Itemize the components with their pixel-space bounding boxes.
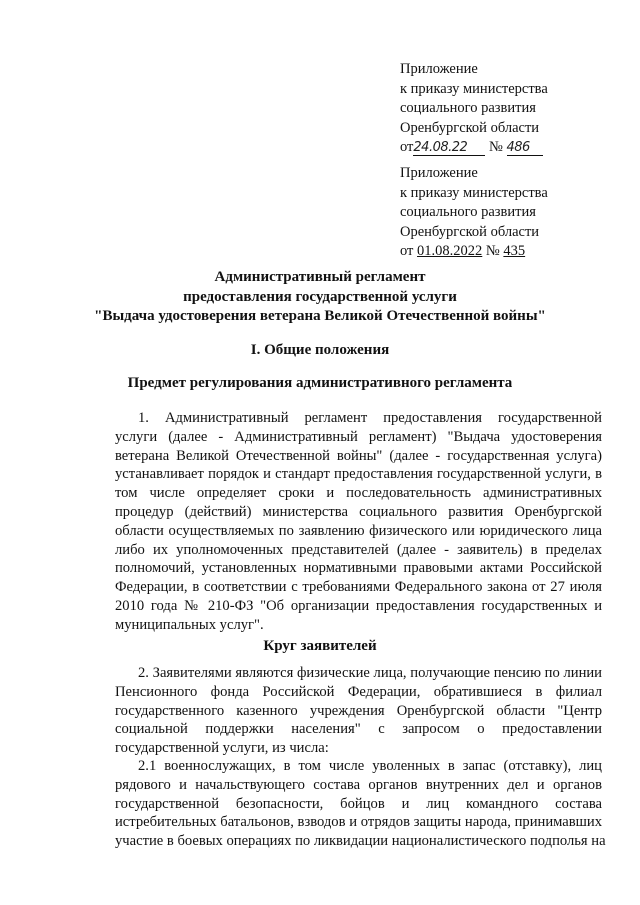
title-line: Административный регламент [214, 269, 426, 285]
text-line: Пенсионного фонда Российской Федерации, обратившиеся в филиал [115, 683, 602, 700]
text-line: процедур (действий) министерства социального развития Оренбургской [115, 503, 602, 520]
title-line: "Выдача удостоверения ветерана Великой Отечественной войны" [94, 308, 546, 324]
text-line: устанавливает порядок и стандарт предоставления государственной услуги, в [115, 466, 602, 483]
appendix-date-line [400, 242, 548, 262]
number-prefix: № [489, 139, 503, 155]
text-line: 2010 года № 210-ФЗ "Об организации предоставления государственных и [115, 597, 602, 614]
subheading-subject: Предмет регулирования административного регламента [127, 375, 513, 391]
appendix-previous [400, 164, 548, 262]
document-title [0, 268, 640, 327]
appendix-line: к приказу министерства [400, 184, 548, 201]
text-line: социальной поддержки населения" с запросом о предоставлении [115, 721, 602, 738]
appendix-line: Оренбургской области [400, 119, 540, 136]
date-prefix: от [400, 243, 414, 259]
title-line: предоставления государственной услуги [183, 288, 457, 305]
appendix-date-line [400, 138, 548, 158]
text-line: истребительных батальонов, взводов и отрядов защиты народа, принимавших [115, 814, 602, 831]
appendix-current [400, 60, 548, 158]
text-line: 1. Административный регламент предоставления государственной [138, 410, 602, 426]
text-line: ветерана Великой Отечественной войны" (далее - государственная услуга) [115, 447, 602, 464]
text-line: Федерации, в соответствии с требованиями Федерального закона от 27 июля [115, 579, 602, 596]
text-line: муниципальных услуг". [115, 616, 264, 633]
text-line: государственной безопасности, бойцов и лиц командного состава [115, 795, 602, 812]
appendix-line: Приложение [400, 61, 478, 77]
number-prefix: № [485, 243, 500, 259]
text-line: рядового и начальствующего состава органов внутренних дел и органов [115, 776, 602, 793]
appendix-line: социального развития [400, 100, 536, 116]
text-line: участие в боевых операциях по ликвидации националистического подполья на [115, 833, 606, 850]
text-line: услуги (далее - Административный регламент) "Выдача удостоверения [115, 428, 602, 445]
paragraph-2 [115, 664, 602, 758]
text-line: области осуществляемых по заявлению физического или юридического лица [115, 522, 602, 539]
date-prefix: от [400, 139, 414, 155]
appendix-line: Приложение [400, 165, 478, 181]
text-line: полномочий, установленных нормативными правовыми актами Российской [115, 560, 602, 577]
order-number: 435 [503, 243, 526, 259]
section-heading: I. Общие положения [250, 342, 390, 358]
text-line: том числе определяет сроки и последовательность административных [115, 485, 602, 502]
text-line: государственной услуги, из числа: [115, 740, 329, 757]
text-line: либо их уполномоченных представителей (далее - заявитель) в пределах [115, 541, 602, 558]
text-line: государственного казенного учреждения Оренбургской области "Центр [115, 702, 602, 719]
paragraph-1 [115, 409, 602, 635]
text-line: 2.1 военнослужащих, в том числе уволенных в запас (отставку), лиц [138, 758, 602, 774]
subheading-applicants: Круг заявителей [263, 638, 377, 654]
appendix-line: социального развития [400, 204, 536, 220]
handwritten-number: 486 [507, 140, 543, 156]
order-date: 01.08.2022 [417, 243, 483, 259]
handwritten-date: 24.08.22 [413, 140, 485, 156]
appendix-line: к приказу министерства [400, 80, 548, 97]
paragraph-3 [115, 757, 606, 851]
appendix-line: Оренбургской области [400, 223, 540, 240]
text-line: 2. Заявителями являются физические лица, получающие пенсию по линии [138, 665, 602, 681]
